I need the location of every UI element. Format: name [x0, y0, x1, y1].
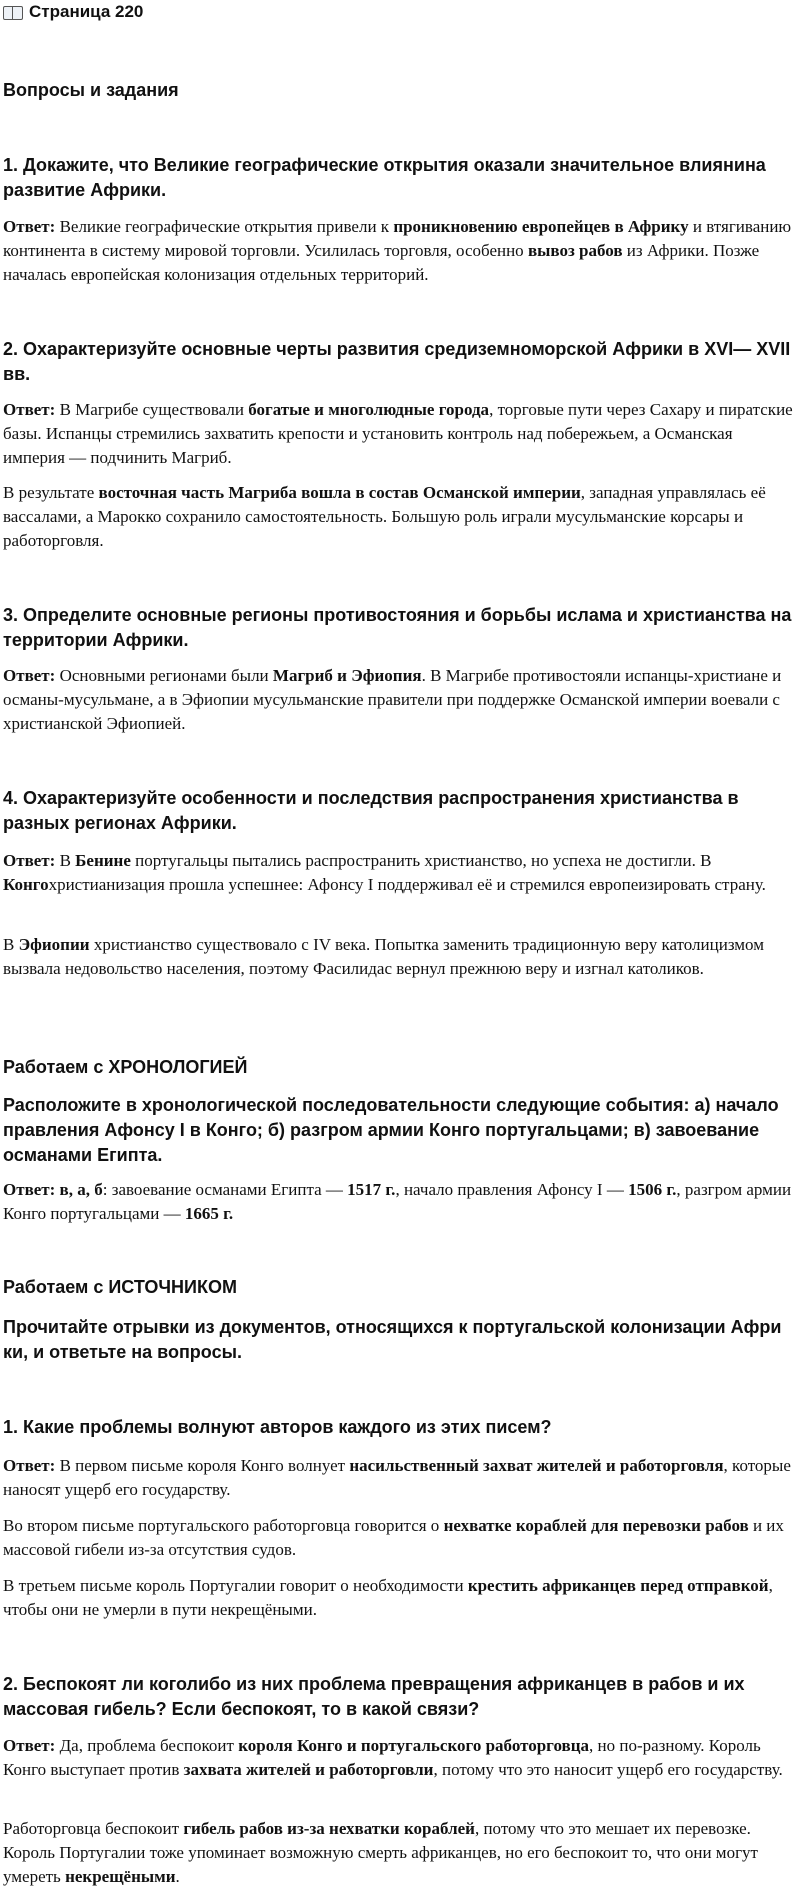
- source-heading: Работаем с ИСТОЧНИКОМ: [3, 1277, 237, 1297]
- answer-label: Ответ:: [3, 400, 56, 419]
- chronology-heading: Работаем с ХРОНОЛОГИЕЙ: [3, 1057, 248, 1077]
- answer-label: Ответ:: [3, 666, 56, 685]
- answer-3: Ответ: Основными регионами были Магриб и Эфиопия. В Магрибе противостояли испанцы-христиане и османы-мусульмане, а в Эфиопии мусульманские правители при поддержке Османской империи воевали с христианской Эфиопией.: [3, 666, 782, 733]
- source-question-1: 1. Какие проблемы волнуют авторов каждого из этих писем?: [3, 1417, 552, 1437]
- section-heading: Вопросы и задания: [3, 80, 179, 100]
- source-answer-2-paragraph-2: Работорговца беспокоит гибель рабов из-за нехватки кораблей, потому что это мешает их перевозке. Король Португалии тоже упоминает возможную смерть африканцев, но его беспокоит то, что они могут умереть некрещёными.: [3, 1819, 758, 1886]
- answer-label: Ответ:: [3, 851, 56, 870]
- source-answer-1-paragraph-2: Во втором письме португальского работорговца говорится о нехватке кораблей для перевозки рабов и их массовой гибели из-за отсутствия судов.: [3, 1516, 784, 1559]
- answer-4-paragraph-2: В Эфиопии христианство существовало с IV века. Попытка заменить традиционную веру католицизмом вызвала недовольство населения, поэтому Фасилидас вернул прежнюю веру и изгнал католиков.: [3, 935, 764, 978]
- answer-label: Ответ:: [3, 217, 56, 236]
- page-title-text: Страница 220: [29, 2, 144, 21]
- question-3: 3. Определите основные регионы противостояния и борьбы ислама и христианства на территории Африки.: [3, 605, 792, 650]
- answer-1: Ответ: Великие географические открытия привели к проникновению европейцев в Африку и втягиванию континента в систему мировой торговли. Усилилась торговля, особенно вывоз рабов из Африки. Позже началась европейская колонизация отдельных территорий.: [3, 217, 792, 284]
- answer-label: Ответ:: [3, 1456, 56, 1475]
- question-2: 2. Охарактеризуйте основные черты развития средиземноморской Африки в XVI— XVII вв.: [3, 339, 791, 384]
- book-icon: [3, 5, 23, 20]
- source-question-2: 2. Беспокоят ли коголибо из них проблема превращения африканцев в рабов и их массовая гибель? Если беспокоят, то в какой связи?: [3, 1674, 745, 1719]
- answer-2-paragraph-2: В результате восточная часть Магриба вошла в состав Османской империи, западная управлялась её вассалами, а Марокко сохранило самостоятельность. Большую роль играли мусульманские корсары и работорговля.: [3, 483, 766, 550]
- page-title: [3, 0, 143, 24]
- chronology-answer: Ответ: в, а, б: завоевание османами Египта — 1517 г., начало правления Афонсу I — 1506 г., разгром армии Конго португальцами — 1665 г.: [3, 1180, 792, 1223]
- answer-2: Ответ: В Магрибе существовали богатые и многолюдные города, торговые пути через Сахару и пиратские базы. Испанцы стремились захватить крепости и установить контроль над побережьем, а Османская империя — подчинить Магриб.: [3, 400, 793, 467]
- source-answer-1: Ответ: В первом письме короля Конго волнует насильственный захват жителей и работорговля, которые наносят ущерб его государству.: [3, 1456, 791, 1499]
- answer-label: Ответ:: [3, 1736, 56, 1755]
- source-task: Прочитайте отрывки из документов, относящихся к португальской колонизации Афри ки, и ответьте на вопросы.: [3, 1317, 782, 1362]
- question-1: 1. Докажите, что Великие географические открытия оказали значительное влиянина развитие Африки.: [3, 155, 766, 200]
- chronology-task: Расположите в хронологической последовательности следующие события: а) начало правления Афонсу I в Конго; б) разгром армии Конго португальцами; в) завоевание османами Египта.: [3, 1095, 779, 1165]
- source-answer-2: Ответ: Да, проблема беспокоит короля Конго и португальского работорговца, но по-разному. Король Конго выступает против захвата жителей и работорговли, потому что это наносит ущерб его государству.: [3, 1736, 783, 1779]
- question-4: 4. Охарактеризуйте особенности и последствия распространения христианства в разных регионах Африки.: [3, 788, 739, 833]
- answer-label: Ответ: в, а, б: [3, 1180, 103, 1199]
- source-answer-1-paragraph-3: В третьем письме король Португалии говорит о необходимости крестить африканцев перед отправкой, чтобы они не умерли в пути некрещёными.: [3, 1576, 773, 1619]
- answer-4: Ответ: В Бенине португальцы пытались распространить христианство, но успеха не достигли. В Конгохристианизация прошла успешнее: Афонсу I поддерживал её и стремился европеизировать страну.: [3, 851, 766, 894]
